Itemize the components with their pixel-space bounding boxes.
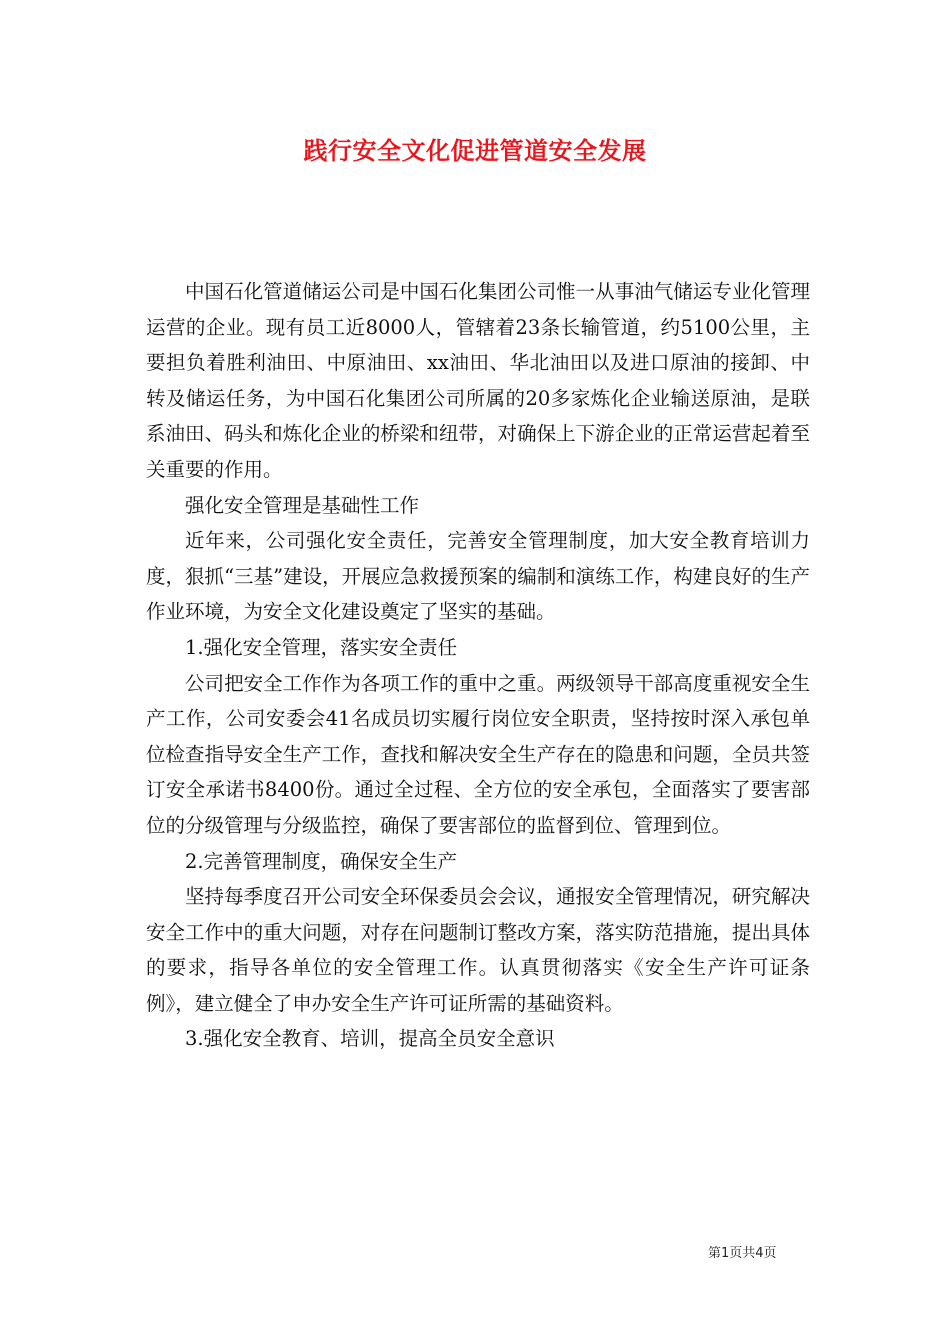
paragraph: 公司把安全工作作为各项工作的重中之重。两级领导干部高度重视安全生产工作，公司安委会41名成员切实履行岗位安全职责，坚持按时深入承包单位检查指导安全生产工作，查找和解决安全生产存在的隐患和问题，全员共签订安全承诺书8400份。通过全过程、全方位的安全承包，全面落实了要害部位的分级管理与分级监控，确保了要害部位的监督到位、管理到位。	[146, 671, 810, 837]
paragraph: 坚持每季度召开公司安全环保委员会会议，通报安全管理情况，研究解决安全工作中的重大问题，对存在问题制订整改方案，落实防范措施，提出具体的要求，指导各单位的安全管理工作。认真贯彻落实《安全生产许可证条例》，建立健全了申办安全生产许可证所需的基础资料。	[146, 885, 810, 1015]
paragraph-intro: 中国石化管道储运公司是中国石化集团公司惟一从事油气储运专业化管理运营的企业。现有员工近8000人，管辖着23条长输管道，约5100公里，主要担负着胜利油田、中原油田、xx油田、华北油田以及进口原油的接卸、中转及储运任务，为中国石化集团公司所属的20多家炼化企业输送原油，是联系油田、码头和炼化企业的桥梁和纽带，对确保上下游企业的正常运营起着至关重要的作用。	[146, 280, 810, 481]
document-body	[146, 274, 810, 1057]
subsection-heading: 1.强化安全管理，落实安全责任	[185, 635, 458, 659]
page-number: 第1页共4页	[708, 1246, 777, 1261]
paragraph: 近年来，公司强化安全责任，完善安全管理制度，加大安全教育培训力度，狠抓“三基”建设，开展应急救援预案的编制和演练工作，构建良好的生产作业环境，为安全文化建设奠定了坚实的基础。	[146, 529, 810, 624]
subsection-heading: 3.强化安全教育、培训，提高全员安全意识	[185, 1027, 555, 1051]
document-title: 践行安全文化促进管道安全发展	[303, 136, 647, 165]
subsection-heading: 2.完善管理制度，确保安全生产	[185, 849, 458, 873]
section-heading: 强化安全管理是基础性工作	[185, 493, 420, 517]
